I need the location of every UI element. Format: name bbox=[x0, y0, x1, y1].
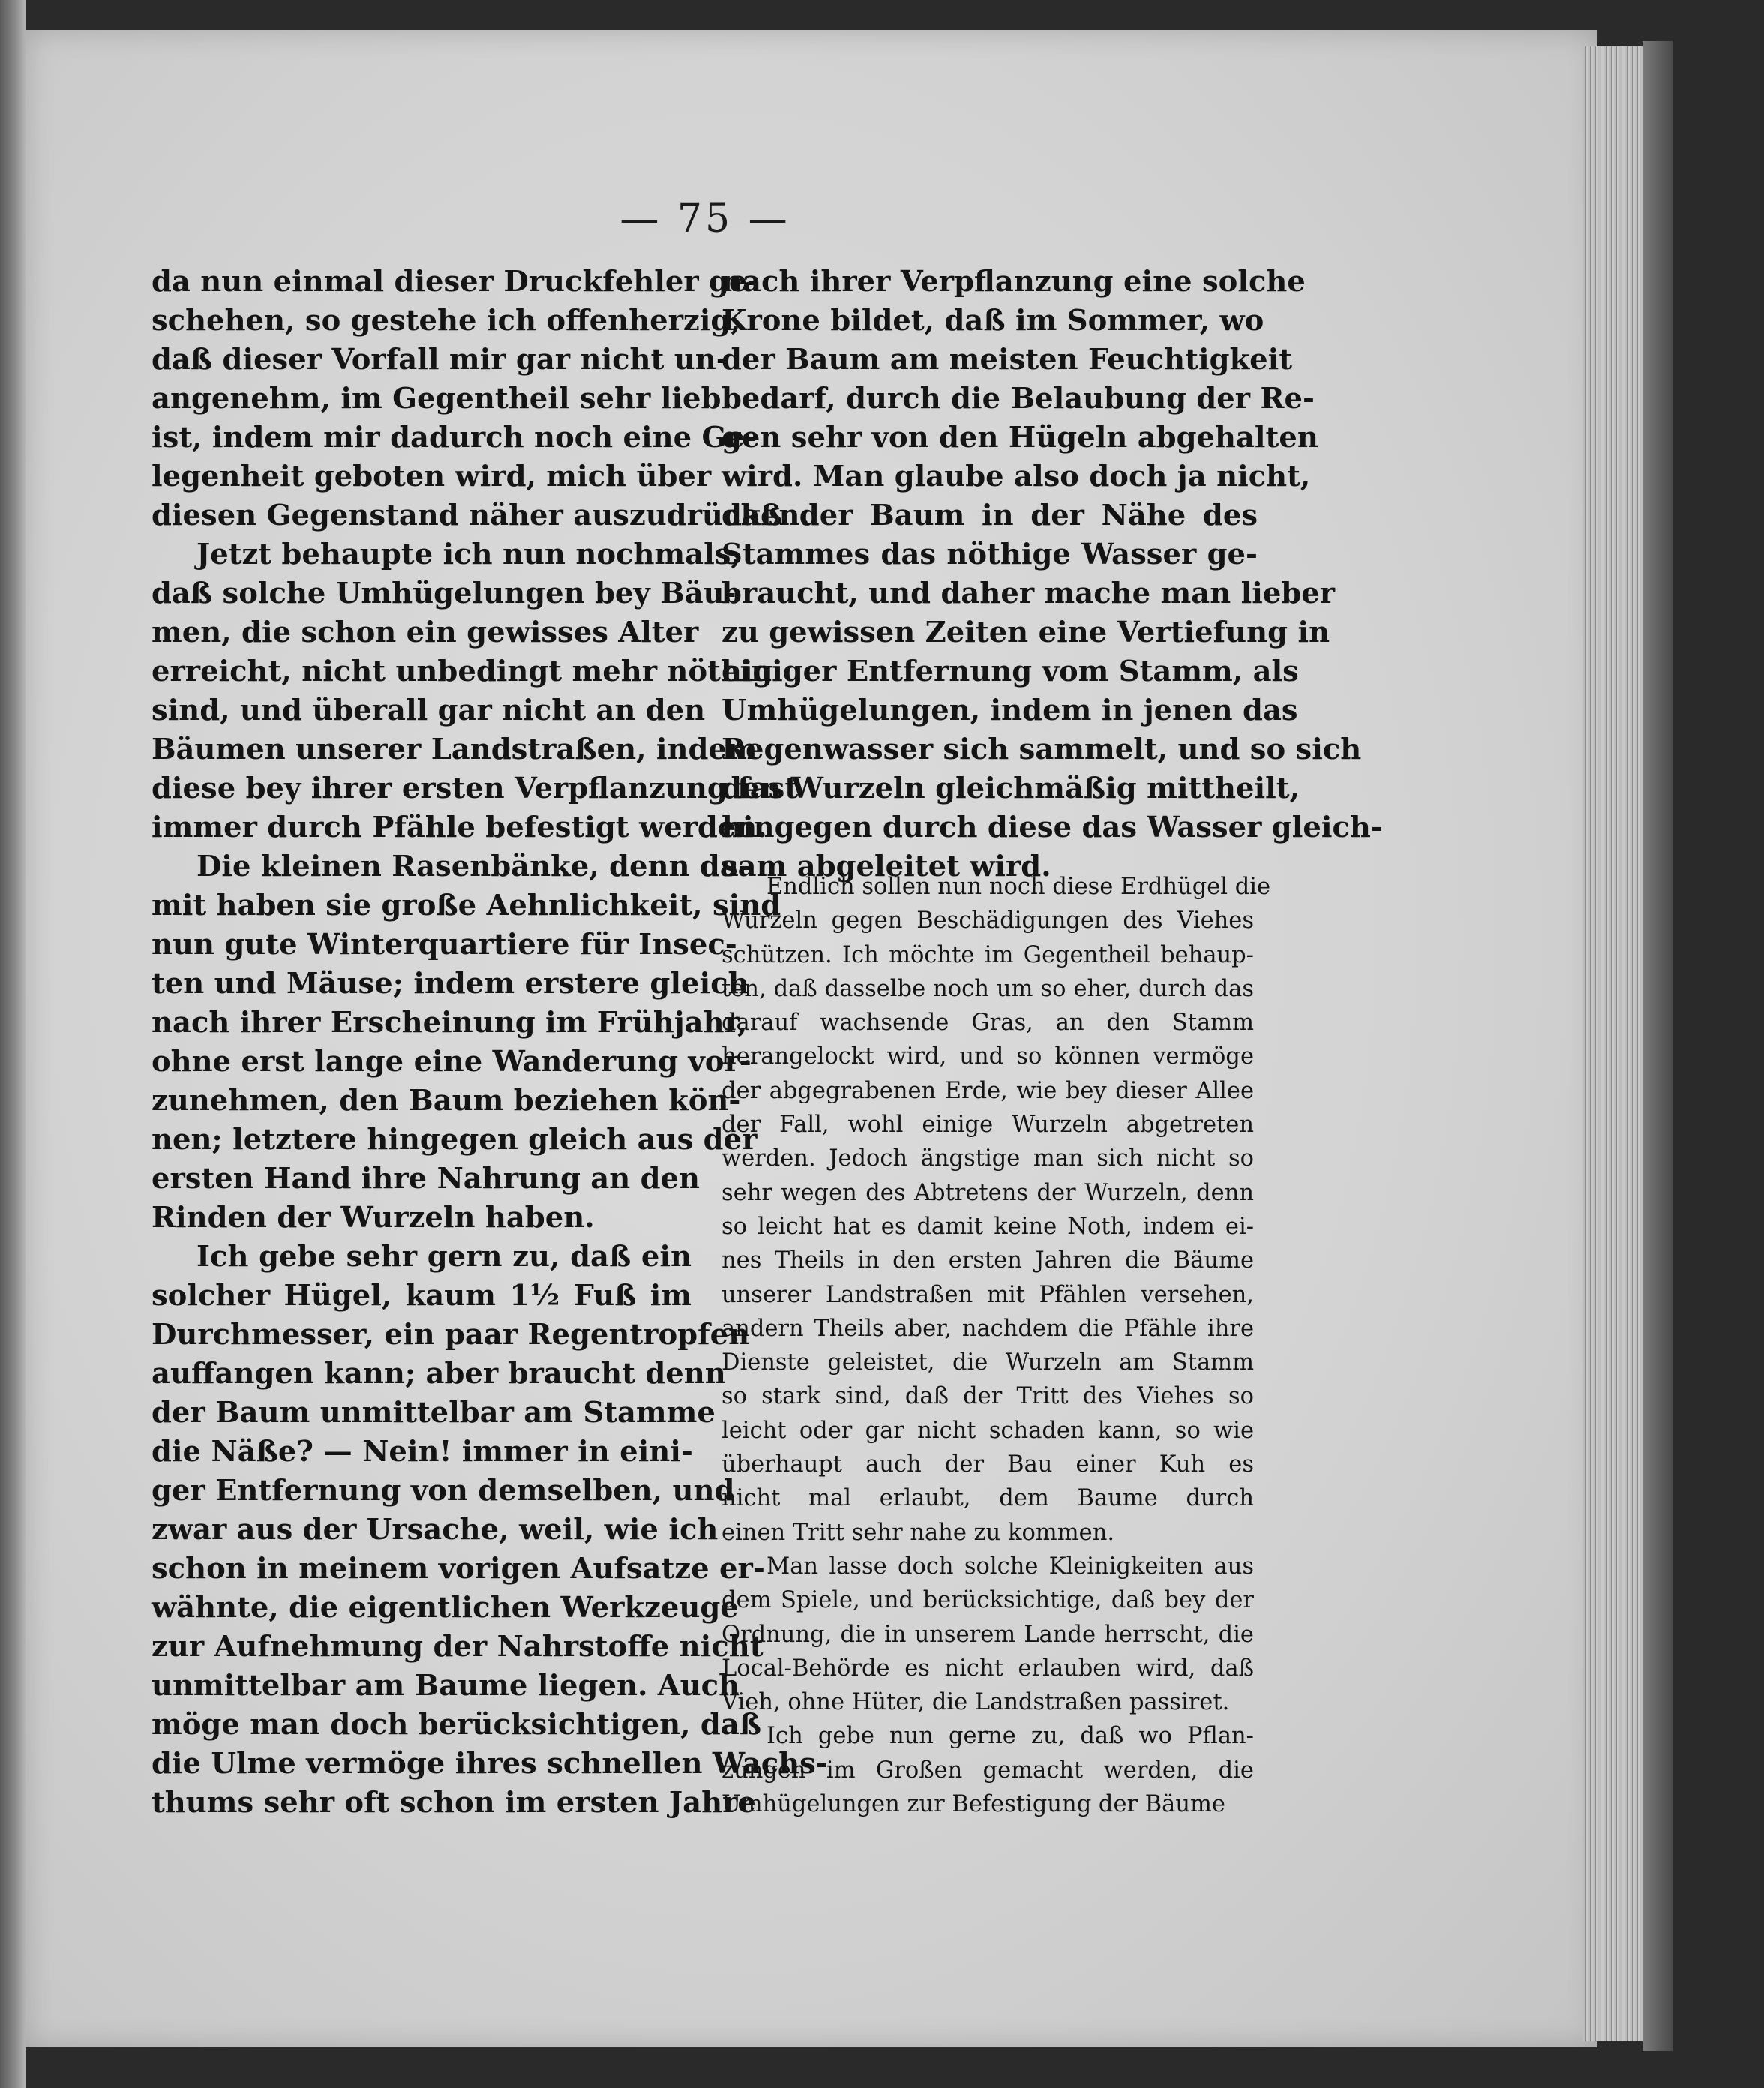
scan-left-edge bbox=[0, 0, 26, 2088]
text-line: dem Spiele, und berücksichtige, daß bey der bbox=[722, 1587, 1254, 1614]
left-column bbox=[152, 262, 828, 1822]
text-line: ist, indem mir dadurch noch eine Ge- bbox=[152, 421, 757, 454]
text-line: sam abgeleitet wird. bbox=[722, 850, 1052, 884]
text-line: andern Theils aber, nachdem die Pfähle ihre bbox=[722, 1315, 1254, 1342]
text-line: Die kleinen Rasenbänke, denn da- bbox=[196, 850, 751, 884]
text-line: ten, daß dasselbe noch um so eher, durch das bbox=[722, 975, 1254, 1002]
text-line: einiger Entfernung vom Stamm, als bbox=[722, 655, 1299, 688]
text-line: nach ihrer Verpflanzung eine solche bbox=[722, 265, 1306, 298]
text-line: der abgegrabenen Erde, wie bey dieser Allee bbox=[722, 1077, 1254, 1104]
text-line: die Näße? — Nein! immer in eini- bbox=[152, 1435, 693, 1468]
text-line: sehr wegen des Abtretens der Wurzeln, denn bbox=[722, 1179, 1254, 1206]
text-line: Durchmesser, ein paar Regentropfen bbox=[152, 1318, 750, 1352]
text-line: zunehmen, den Baum beziehen kön- bbox=[152, 1084, 741, 1118]
text-line: angenehm, im Gegentheil sehr lieb bbox=[152, 382, 722, 416]
text-line: Regenwasser sich sammelt, und so sich bbox=[722, 733, 1362, 766]
text-line: daß solche Umhügelungen bey Bäu- bbox=[152, 577, 736, 610]
text-line: Wurzeln gegen Beschädigungen des Viehes bbox=[722, 908, 1254, 934]
text-line: diesen Gegenstand näher auszudrücken. bbox=[152, 499, 810, 532]
text-line: daß dieser Vorfall mir gar nicht un- bbox=[152, 343, 728, 376]
text-line: diese bey ihrer ersten Verpflanzung fast bbox=[152, 772, 799, 806]
text-line: Ich gebe sehr gern zu, daß ein bbox=[196, 1240, 692, 1274]
text-line: leicht oder gar nicht schaden kann, so wie bbox=[722, 1417, 1254, 1444]
text-line: Umhügelungen zur Befestigung der Bäume bbox=[722, 1791, 1226, 1818]
text-line: Bäumen unserer Landstraßen, indem bbox=[152, 733, 758, 766]
text-line: ersten Hand ihre Nahrung an den bbox=[152, 1162, 700, 1196]
text-line: Jetzt behaupte ich nun nochmals, bbox=[196, 538, 741, 572]
text-line: da nun einmal dieser Druckfehler ge- bbox=[152, 265, 760, 298]
text-line: unmittelbar am Baume liegen. Auch bbox=[152, 1669, 740, 1702]
text-line: erreicht, nicht unbedingt mehr nöthig bbox=[152, 655, 773, 688]
text-line: schehen, so gestehe ich offenherzig, bbox=[152, 304, 741, 338]
text-line: so stark sind, daß der Tritt des Viehes so bbox=[722, 1383, 1254, 1410]
text-line: hingegen durch diese das Wasser gleich- bbox=[722, 811, 1383, 844]
text-line: daß der Baum in der Nähe des bbox=[722, 499, 1258, 532]
text-line: zungen im Großen gemacht werden, die bbox=[722, 1756, 1254, 1784]
text-line: überhaupt auch der Bau einer Kuh es bbox=[722, 1451, 1254, 1478]
text-line: Endlich sollen nun noch diese Erdhügel die bbox=[766, 874, 1271, 900]
text-line: ten und Mäuse; indem erstere gleich bbox=[152, 967, 749, 1000]
text-line: Vieh, ohne Hüter, die Landstraßen passiret. bbox=[722, 1689, 1230, 1716]
right-column-top bbox=[722, 262, 1383, 886]
text-line: den Wurzeln gleichmäßig mittheilt, bbox=[722, 772, 1300, 806]
text-line: werden. Jedoch ängstige man sich nicht so bbox=[722, 1145, 1254, 1172]
text-line: unserer Landstraßen mit Pfählen versehen, bbox=[722, 1281, 1254, 1308]
text-line: darauf wachsende Gras, an den Stamm bbox=[722, 1010, 1254, 1036]
page-number: — 75 — bbox=[620, 196, 790, 242]
text-line: herangelockt wird, und so können vermöge bbox=[722, 1043, 1254, 1070]
text-line: Umhügelungen, indem in jenen das bbox=[722, 694, 1298, 728]
text-line: schützen. Ich möchte im Gegentheil behaup- bbox=[722, 941, 1254, 968]
text-line: sind, und überall gar nicht an den bbox=[152, 694, 706, 728]
text-line: legenheit geboten wird, mich über bbox=[152, 460, 712, 494]
text-line: solcher Hügel, kaum 1½ Fuß im bbox=[152, 1279, 692, 1312]
text-line: möge man doch berücksichtigen, daß bbox=[152, 1708, 762, 1742]
text-line: mit haben sie große Aehnlichkeit, sind bbox=[152, 889, 782, 922]
text-line: Stammes das nöthige Wasser ge- bbox=[722, 538, 1258, 572]
text-line: braucht, und daher mache man lieber bbox=[722, 577, 1336, 610]
text-line: der Baum am meisten Feuchtigkeit bbox=[722, 343, 1293, 376]
text-line: Dienste geleistet, die Wurzeln am Stamm bbox=[722, 1349, 1254, 1376]
text-line: Local-Behörde es nicht erlauben wird, daß bbox=[722, 1654, 1254, 1682]
text-line: der Fall, wohl einige Wurzeln abgetreten bbox=[722, 1112, 1254, 1138]
text-line: gen sehr von den Hügeln abgehalten bbox=[722, 421, 1318, 454]
text-line: Man lasse doch solche Kleinigkeiten aus bbox=[766, 1552, 1254, 1580]
text-line: men, die schon ein gewisses Alter bbox=[152, 616, 699, 650]
text-line: nicht mal erlaubt, dem Baume durch bbox=[722, 1485, 1254, 1512]
text-line: zur Aufnehmung der Nahrstoffe nicht bbox=[152, 1630, 764, 1664]
text-line: immer durch Pfähle befestigt werden. bbox=[152, 811, 767, 844]
text-line: Ordnung, die in unserem Lande herrscht, die bbox=[722, 1621, 1254, 1648]
text-line: zwar aus der Ursache, weil, wie ich bbox=[152, 1513, 718, 1546]
text-line: ohne erst lange eine Wanderung vor- bbox=[152, 1045, 752, 1078]
right-column-bottom bbox=[722, 870, 1271, 1821]
text-line: Ich gebe nun gerne zu, daß wo Pflan- bbox=[766, 1723, 1254, 1750]
text-line: wähnte, die eigentlichen Werkzeuge bbox=[152, 1591, 739, 1624]
text-line: bedarf, durch die Belaubung der Re- bbox=[722, 382, 1315, 416]
text-line: zu gewissen Zeiten eine Vertiefung in bbox=[722, 616, 1330, 650]
text-line: auffangen kann; aber braucht denn bbox=[152, 1357, 726, 1390]
text-line: die Ulme vermöge ihres schnellen Wachs- bbox=[152, 1747, 828, 1780]
text-line: nun gute Winterquartiere für Insec- bbox=[152, 928, 737, 962]
text-line: ger Entfernung von demselben, und bbox=[152, 1474, 735, 1508]
text-line: schon in meinem vorigen Aufsatze er- bbox=[152, 1552, 765, 1586]
text-line: Krone bildet, daß im Sommer, wo bbox=[722, 304, 1264, 338]
text-line: nach ihrer Erscheinung im Frühjahr, bbox=[152, 1006, 748, 1040]
text-line: nes Theils in den ersten Jahren die Bäume bbox=[722, 1247, 1254, 1274]
text-line: wird. Man glaube also doch ja nicht, bbox=[722, 460, 1311, 494]
text-line: thums sehr oft schon im ersten Jahre bbox=[152, 1786, 756, 1820]
text-line: einen Tritt sehr nahe zu kommen. bbox=[722, 1519, 1115, 1546]
text-line: Rinden der Wurzeln haben. bbox=[152, 1201, 595, 1234]
text-line: so leicht hat es damit keine Noth, indem ei- bbox=[722, 1213, 1254, 1240]
text-line: der Baum unmittelbar am Stamme bbox=[152, 1396, 716, 1430]
text-line: nen; letztere hingegen gleich aus der bbox=[152, 1123, 758, 1156]
book-cover-edge bbox=[1642, 41, 1672, 2051]
